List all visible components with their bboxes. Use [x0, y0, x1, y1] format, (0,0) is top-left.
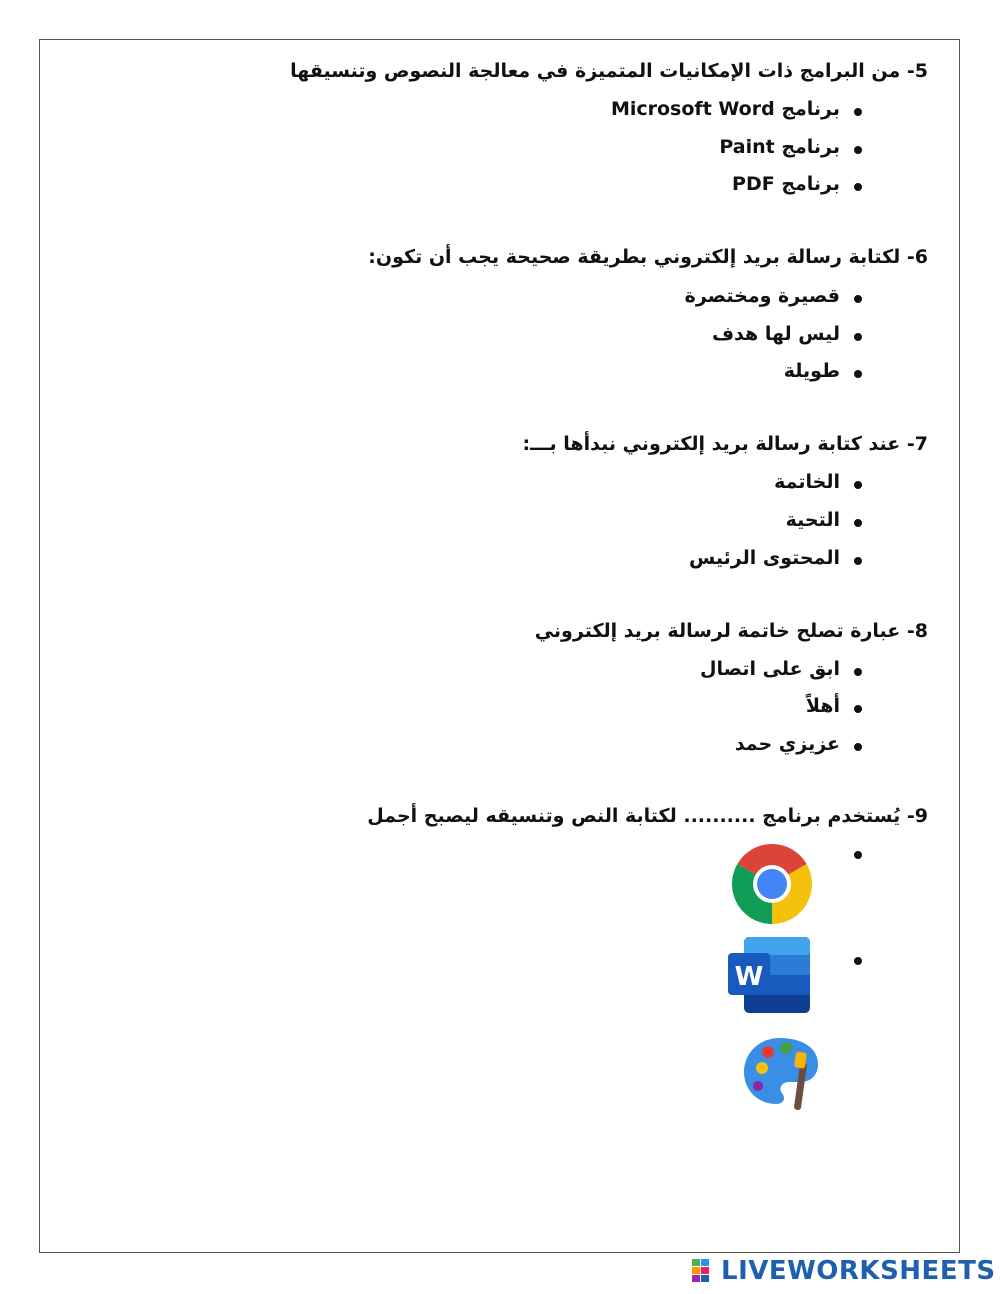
q8-option-2[interactable]: أهلاً — [805, 695, 840, 717]
bullet — [854, 743, 862, 751]
bullet — [854, 557, 862, 565]
bullet — [854, 481, 862, 489]
q7-option-1[interactable]: الخاتمة — [774, 471, 840, 493]
word-icon[interactable] — [726, 935, 812, 1015]
chrome-icon[interactable] — [730, 842, 814, 926]
question-6: 6- لكتابة رسالة بريد إلكتروني بطريقة صحيحة يجب أن تكون: — [368, 246, 928, 268]
question-9: 9- يُستخدم برنامج .......... لكتابة النص وتنسيقه ليصبح أجمل — [367, 805, 928, 827]
q6-option-2[interactable]: ليس لها هدف — [711, 323, 840, 345]
q5-option-3[interactable]: برنامج PDF — [732, 173, 840, 195]
question-8: 8- عبارة تصلح خاتمة لرسالة بريد إلكتروني — [534, 620, 928, 642]
q7-option-3[interactable]: المحتوى الرئيس — [689, 547, 840, 569]
bullet — [854, 957, 862, 965]
bullet — [854, 146, 862, 154]
q5-option-2[interactable]: برنامج Paint — [719, 136, 840, 158]
liveworksheets-logo — [692, 1257, 996, 1285]
question-7: 7- عند كتابة رسالة بريد إلكتروني نبدأها بـــ: — [522, 433, 928, 455]
q6-option-1[interactable]: قصيرة ومختصرة — [684, 285, 840, 307]
bullet — [854, 295, 862, 303]
bullet — [854, 183, 862, 191]
logo-blocks-icon — [692, 1259, 718, 1283]
q7-option-2[interactable]: التحية — [785, 509, 840, 531]
bullet — [854, 668, 862, 676]
bullet — [854, 108, 862, 116]
q8-option-3[interactable]: عزيزي حمد — [734, 733, 840, 755]
q5-option-1[interactable]: برنامج Microsoft Word — [610, 98, 840, 120]
brand-name: LIVEWORKSHEETS — [721, 1256, 996, 1286]
paint-icon[interactable] — [742, 1032, 822, 1114]
question-5: 5- من البرامج ذات الإمكانيات المتميزة في معالجة النصوص وتنسيقها — [290, 60, 928, 82]
svg-text:W: W — [734, 962, 764, 992]
bullet — [854, 705, 862, 713]
bullet — [854, 333, 862, 341]
bullet — [854, 519, 862, 527]
bullet — [854, 851, 862, 859]
bullet — [854, 370, 862, 378]
q6-option-3[interactable]: طويلة — [783, 360, 840, 382]
q8-option-1[interactable]: ابق على اتصال — [700, 658, 840, 680]
